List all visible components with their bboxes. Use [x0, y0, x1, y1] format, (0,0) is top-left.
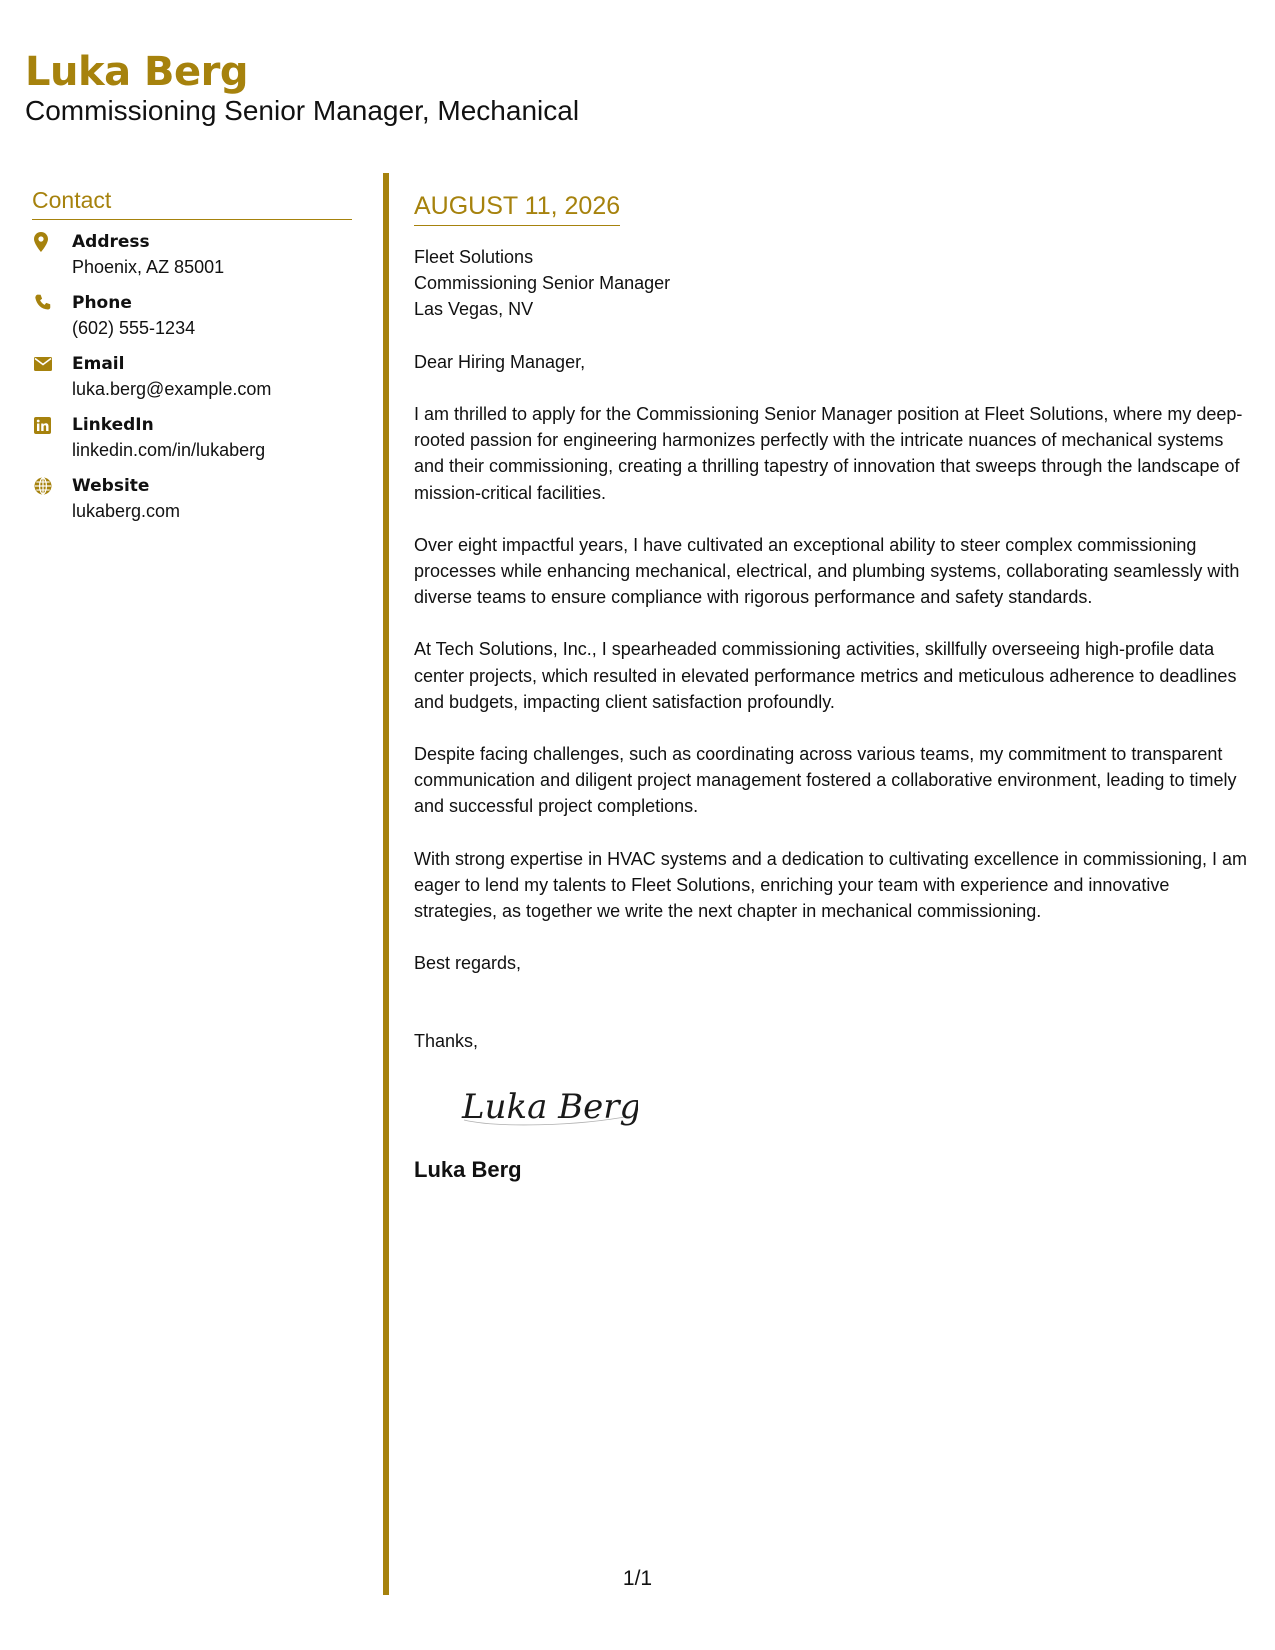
handwritten-signature [458, 1076, 638, 1136]
contact-item-email [32, 352, 352, 402]
contact-value: linkedin.com/in/lukaberg [72, 440, 266, 460]
contact-label: Email [72, 354, 125, 374]
letter-body [414, 190, 1254, 1184]
signature-image [458, 1076, 638, 1136]
contact-label: Address [72, 232, 150, 252]
contact-label: LinkedIn [72, 415, 154, 435]
signature-text: Luka Berg [462, 1087, 638, 1128]
contact-item-address [32, 230, 352, 280]
recipient-company: Fleet Solutions [414, 247, 534, 267]
contact-value: lukaberg.com [72, 501, 181, 521]
thanks: Thanks, [414, 1031, 479, 1052]
contact-heading: Contact [32, 186, 352, 220]
signer-name: Luka Berg [414, 1157, 522, 1183]
globe-icon [32, 474, 72, 498]
map-pin-icon [32, 230, 72, 254]
envelope-icon [32, 352, 72, 376]
paragraph: At Tech Solutions, Inc., I spearheaded commissioning activities, skillfully overseeing high-profile data center projects, which resulted in elevated performance metrics and meticulous adherence to deadlines and budgets, impacting client satisfaction profoundly. [414, 639, 1237, 712]
contact-value: Phoenix, AZ 85001 [72, 257, 225, 277]
header [25, 48, 579, 128]
recipient-position: Commissioning Senior Manager [414, 273, 671, 293]
recipient-block [414, 244, 1254, 322]
contact-item-website [32, 474, 352, 524]
vertical-divider [383, 173, 389, 1595]
paragraph: I am thrilled to apply for the Commissioning Senior Manager position at Fleet Solutions, where my deep-rooted passion for engineering harmonizes perfectly with the intricate nuances of mechanical systems and their commissioning, creating a thrilling tapestry of innovation that sweeps through the landscape of mission-critical facilities. [414, 404, 1243, 503]
page-number: 1/1 [622, 1567, 653, 1590]
contact-value: (602) 555-1234 [72, 318, 196, 338]
paragraph: Despite facing challenges, such as coordinating across various teams, my commitment to transparent communication and diligent project management fostered a collaborative environment, leading to timely and successful project completions. [414, 744, 1237, 817]
phone-icon [32, 291, 72, 315]
closing: Best regards, [414, 953, 522, 974]
linkedin-icon [32, 413, 72, 437]
contact-item-phone [32, 291, 352, 341]
applicant-title: Commissioning Senior Manager, Mechanical [25, 95, 580, 126]
contact-value: luka.berg@example.com [72, 379, 272, 399]
salutation: Dear Hiring Manager, [414, 352, 586, 372]
paragraph: With strong expertise in HVAC systems and a dedication to cultivating excellence in commissioning, I am eager to lend my talents to Fleet Solutions, enriching your team with experience and innovative strategies, as together we write the next chapter in mechanical commissioning. [414, 848, 1248, 922]
contact-item-linkedin [32, 413, 352, 463]
paragraph: Over eight impactful years, I have cultivated an exceptional ability to steer complex commissioning processes while enhancing mechanical, electrical, and plumbing systems, collaborating seamlessly with diverse teams to ensure compliance with rigorous performance and safety standards. [414, 534, 1240, 608]
contact-label: Website [72, 476, 150, 496]
contact-label: Phone [72, 293, 132, 313]
recipient-location: Las Vegas, NV [414, 299, 534, 319]
contact-sidebar [32, 186, 352, 535]
applicant-name: Luka Berg [25, 49, 248, 95]
letter-date: AUGUST 11, 2026 [414, 190, 620, 226]
